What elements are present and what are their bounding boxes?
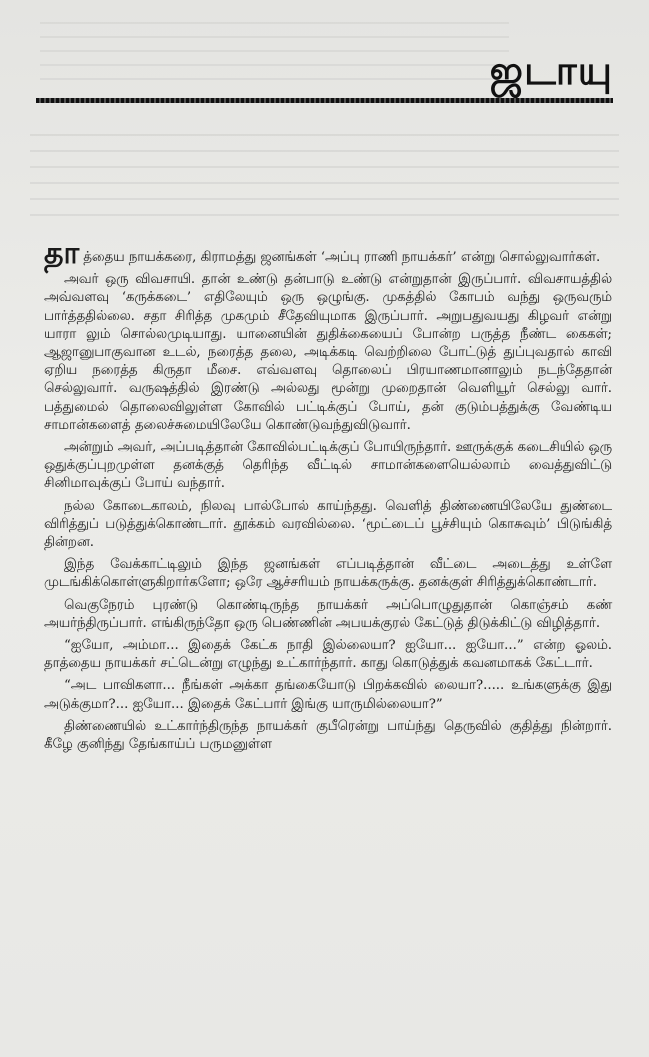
header-rule — [36, 98, 613, 103]
paragraph-6: வெகுநேரம் புரண்டு கொண்டிருந்த நாயக்கர் அப்பொழுதுதான் கொஞ்சம் கண் அயர்ந்திருப்பார். எங்கிருந்தோ ஒரு பெண்ணின் அபயக்குரல் கேட்டுத் திடுக்கிட்டு விழித்தார். — [44, 597, 612, 631]
paragraph-1 — [44, 236, 612, 271]
story-text — [44, 236, 612, 758]
show-through-text-top — [40, 10, 509, 80]
paragraph-3: அன்றும் அவர், அப்படித்தான் கோவில்பட்டிக்குப் போயிருந்தார். ஊருக்குக் கடைசியில் ஒரு ஒதுக்குப்புறமுள்ள தனக்குத் தெரிந்த வீட்டில் சாமான்களையெல்லாம் வைத்துவிட்டு சினிமாவுக்குப் போய் வந்தார். — [44, 440, 612, 492]
chapter-title: ஜடாயு — [489, 48, 613, 94]
paragraph-7: “ஐயோ, அம்மா... இதைக் கேட்க நாதி இல்லையா? ஐயோ... ஐயோ...” என்ற ஓலம். தாத்தைய நாயக்கர் சட்டென்று எழுந்து உட்கார்ந்தார். காது கொடுத்துக் கவனமாகக் கேட்டார். — [44, 638, 612, 672]
paragraph-9: திண்ணையில் உட்கார்ந்திருந்த நாயக்கர் குபீரென்று பாய்ந்து தெருவில் குதித்து நின்றார். கீழே குனிந்து தேங்காய்ப் பருமனுள்ள — [44, 718, 612, 753]
paragraph-5: இந்த வேக்காட்டிலும் இந்த ஜனங்கள் எப்படித்தான் வீட்டை அடைத்து உள்ளே முடங்கிக்கொள்ளுகிறார்களோ; ஒரே ஆச்சரியம் நாயக்கருக்கு. தனக்குள் சிரித்துக்கொண்டார். — [44, 557, 612, 591]
paragraph-1-text: த்தைய நாயக்கரை, கிராமத்து ஜனங்கள் ‘அப்பு ராணி நாயக்கர்’ என்று சொல்லுவார்கள். — [83, 250, 601, 265]
drop-cap: தா — [44, 236, 80, 271]
paragraph-2: அவர் ஒரு விவசாயி. தான் உண்டு தன்பாடு உண்டு என்றுதான் இருப்பார். விவசாயத்தில் அவ்வளவு ‘கருக்கடை’ எதிலேயும் ஒரு ஒழுங்கு. முகத்தில் கோபம் வந்து ஒருவரும் பார்த்ததில்லை. சதா சிரித்த முகமும் சீதேவியுமாக இருப்பார். அறுபதுவயது கிழவர் என்று யாரா லும் சொல்லமுடியாது. யானையின் துதிக்கையைப் போன்ற பருத்த நீண்ட கைகள்; ஆஜானுபாகுவான உடல், நரைத்த தலை, அடிக்கடி வெற்றிலை போட்டுத் துப்புவதால் காவி ஏறிய நரைத்த கிருதா மீசை. எவ்வளவு தொலைப் பிரயாணமானாலும் நடந்தேதான் செல்லுவார். வருஷத்தில் இரண்டு அல்லது மூன்று முறைதான் வெளியூர் செல்லு வார். பத்துமைல் தொலைவிலுள்ள கோவில் பட்டிக்குப் போய், தன் குடும்பத்துக்கு வேண்டிய சாமான்களைத் தலைச்சுமையிலேயே கொண்டுவந்துவிடுவார். — [44, 272, 612, 433]
paragraph-4: நல்ல கோடைகாலம், நிலவு பால்போல் காய்ந்தது. வெளித் திண்ணையிலேயே துண்டை விரித்துப் படுத்துக்கொண்டார். தூக்கம் வரவில்லை. ‘மூட்டைப் பூச்சியும் கொசுவும்’ பிடுங்கித் தின்றன. — [44, 498, 612, 551]
paragraph-8: “அட பாவிகளா... நீங்கள் அக்கா தங்கையோடு பிறக்கவில் லையா?..... உங்களுக்கு இது அடுக்குமா?... ஐயோ... இதைக் கேட்பார் இங்கு யாருமில்லையா?” — [44, 678, 612, 712]
show-through-text — [30, 120, 619, 230]
